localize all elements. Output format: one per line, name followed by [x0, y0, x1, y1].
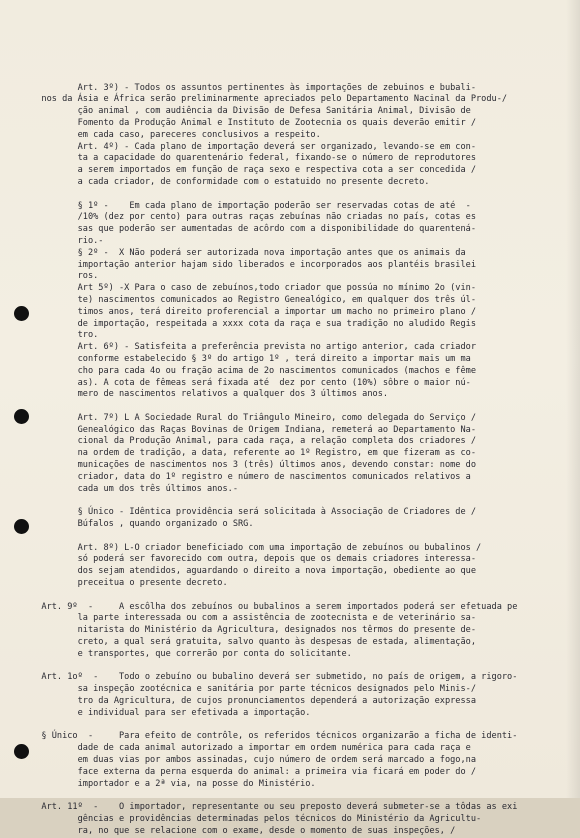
document-line: Art. 3º) - Todos os assuntos pertinentes às importações de zebuinos e bubali- — [0, 82, 476, 93]
document-line: Genealógico das Raças Bovinas de Origem Indiana, remeterá ao Departamento Na- — [0, 424, 476, 435]
document-line: e individual para ser efetivada a importação. — [0, 707, 311, 718]
document-line: Art. 6º) - Satisfeita a preferência prevista no artigo anterior, cada criador — [0, 342, 476, 353]
document-line — [0, 531, 580, 543]
document-line: criador, data do 1º registro e número de nascimentos comunicados relativos a — [0, 471, 471, 482]
document-line: la parte interessada ou com a assistência de zootecnista e de veterinário sa- — [0, 613, 476, 624]
document-line: § 1º - Em cada plano de importação poderão ser reservadas cotas de até - — [0, 200, 471, 211]
document-line: nitarista do Ministério da Agricultura, designados nos têrmos do presente de- — [0, 625, 476, 636]
document-line: Art. 8º) L-O criador beneficiado com uma importação de zebuínos ou bubalinos / — [0, 542, 482, 553]
document-line: cada um dos três últimos anos.- — [0, 483, 238, 494]
document-line: conforme estabelecido § 3º do artigo 1º , terá direito a importar mais um ma — [0, 353, 471, 364]
document-line: Art. 11º - O importador, representante ou seu preposto deverá submeter-se a tôdas as exi — [0, 802, 518, 813]
document-line: Búfalos , quando organizado o SRG. — [0, 519, 254, 530]
document-line — [0, 47, 580, 59]
document-line: ção animal , com audiência da Divisão de Defesa Sanitária Animal, Divisão de — [0, 106, 471, 117]
document-line: tro da Agricultura, de cujos pronunciamentos dependerá a autorização expressa — [0, 696, 476, 707]
document-line: gências e providências determinadas pelos técnicos do Ministério da Agricultu- — [0, 813, 482, 824]
document-line — [0, 24, 580, 36]
document-line — [0, 790, 580, 802]
document-line: /10% (dez por cento) para outras raças zebuínas não criadas no país, cotas es — [0, 212, 476, 223]
document-line: ta a capacidade do quarentenário federal, fixando-se o número de reprodutores — [0, 153, 476, 164]
document-line — [0, 71, 580, 83]
document-line: Art 5º) -X Para o caso de zebuínos,todo criador que possúa no mínimo 2o (vin- — [0, 283, 476, 294]
document-line: de importação, respeitada a xxxx cota da raça e sua tradição no aludido Regis — [0, 318, 476, 329]
document-line: ra, no que se relacione com o exame, desde o momento de suas inspeções, / — [0, 825, 456, 836]
document-line: tro. — [0, 330, 99, 341]
document-line: dade de cada animal autorizado a importar em ordem numérica para cada raça e — [0, 743, 471, 754]
document-line — [0, 59, 580, 71]
document-line: Fomento da Produção Animal e Instituto de Zootecnia os quais deverão emitir / — [0, 117, 476, 128]
document-line: a serem importados em função de raça sexo e respectiva cota a ser concedida / — [0, 165, 476, 176]
document-line — [0, 661, 580, 673]
document-line: sas que poderão ser aumentadas de acôrdo com a disponibilidade do quarentená- — [0, 224, 476, 235]
document-line: importação anterior hajam sido liberados e incorporados aos plantéis brasilei — [0, 259, 476, 270]
document-line: mero de nascimentos relativos a qualquer dos 3 últimos anos. — [0, 389, 389, 400]
document-line: Art. 1oº - Todo o zebuíno ou bubalino deverá ser submetido, no país de origem, a rigoro- — [0, 672, 518, 683]
document-line — [0, 12, 580, 24]
document-line: na ordem de tradição, a data, referente ao 1º Registro, em que fizeram as co- — [0, 448, 476, 459]
document-line: em duas vias por ambos assinadas, cujo número de ordem será marcado a fogo,na — [0, 755, 476, 765]
document-line: cho para cada 4o ou fração acima de 2o nascimentos comunicados (machos e fême — [0, 365, 476, 376]
document-line: só poderá ser favorecido com outra, depois que os demais criadores interessa- — [0, 554, 476, 565]
document-line — [0, 35, 580, 47]
document-line: cional da Produção Animal, para cada raça, a relação completa dos criadores / — [0, 436, 476, 447]
document-line: em cada caso, pareceres conclusivos a respeito. — [0, 129, 321, 140]
document-line — [0, 401, 580, 413]
document-line — [0, 720, 580, 732]
document-line — [0, 590, 580, 602]
document-line: § Único - Para efeito de contrôle, os referidos técnicos organizarão a ficha de identi- — [0, 731, 518, 742]
document-line: dos sejam atendidos, aguardando o direito a nova importação, obediente ao que — [0, 566, 476, 577]
document-line — [0, 0, 580, 12]
document-line: a cada criador, de conformidade com o estatuido no presente decreto. — [0, 176, 430, 187]
document-line: e transportes, que correrão por conta do solicitante. — [0, 648, 352, 659]
document-line: municações de nascimentos nos 3 (três) últimos anos, devendo constar: nome do — [0, 460, 476, 471]
document-line: Art. 7º) L A Sociedade Rural do Triângulo Mineiro, como delegada do Serviço / — [0, 412, 476, 423]
document-line: te) nascimentos comunicados ao Registro Genealógico, em qualquer dos três úl- — [0, 294, 476, 305]
document-line: importador e a 2ª via, na posse do Ministério. — [0, 778, 316, 789]
document-line: face externa da perna esquerda do animal: a primeira via ficará em poder do / — [0, 766, 476, 777]
document-line: Art. 9º - A escôlha dos zebuínos ou bubalinos a serem importados poderá ser efetuada pe — [0, 601, 518, 612]
document-line: Art. 4º) - Cada plano de importação deverá ser organizado, levando-se em con- — [0, 141, 476, 152]
document-line: § 2º - X Não poderá ser autorizada nova importação antes que os animais da — [0, 247, 466, 258]
document-line: sa inspeção zootécnica e sanitária por parte técnicos designados pelo Minis-/ — [0, 684, 476, 695]
document-line: as). A cota de fêmeas será fixada até dez por cento (10%) sôbre o maior nú- — [0, 377, 471, 388]
document-line: creto, a qual será gratuita, salvo quanto às despesas de estada, alimentação, — [0, 637, 476, 648]
document-line: § Único - Idêntica providência será solicitada à Associação de Criadores de / — [0, 507, 476, 518]
document-line: ros. — [0, 271, 99, 282]
document-line: preceitua o presente decreto. — [0, 578, 228, 589]
document-line — [0, 495, 580, 507]
document-line: nos da Ásia e África serão preliminarmente apreciados pelo Departamento Nacinal da Produ-/ — [0, 94, 508, 105]
document-line: rio.- — [0, 235, 104, 246]
document-line — [0, 189, 580, 201]
document-line: timos anos, terá direito proferencial a importar um macho no primeiro plano / — [0, 306, 476, 317]
